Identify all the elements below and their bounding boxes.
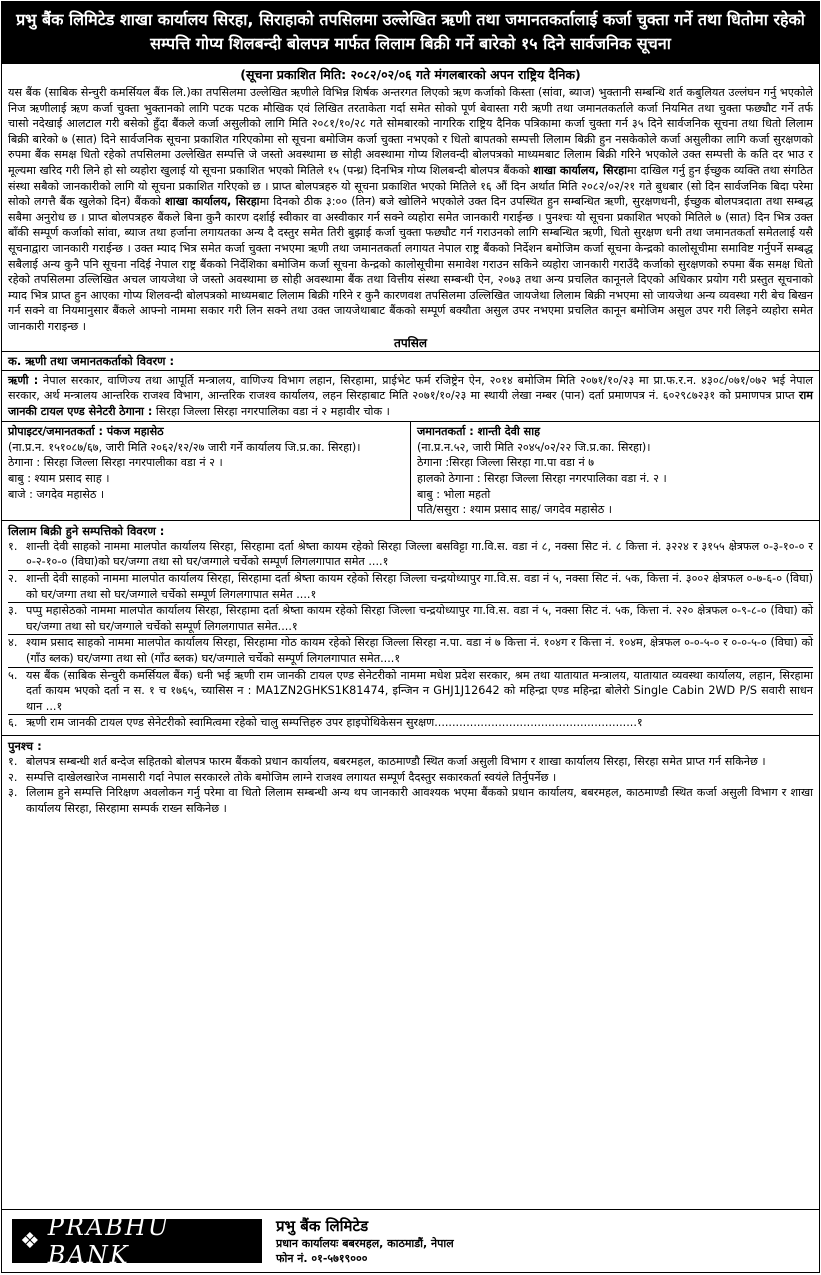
asset-number: २. bbox=[8, 572, 18, 586]
bank-emblem-icon: ❖ bbox=[20, 1228, 40, 1254]
guarantor-right-line: पति/ससुरा : श्याम प्रसाद साह/ जगदेव महासेठ । bbox=[417, 503, 613, 517]
asset-text: शान्ती देवी साहको नाममा मालपोत कार्यालय सिरहा, सिरहामा दर्ता श्रेष्ता कायम रहेको सिरहा जिल्ला बसविट्टा गा.वि.स. वडा नं ८, नक्सा सिट नं. ८ कित्ता नं. ३२२४ र ३१५५ क्षेत्रफल ०-३-१०-० र ०-२-१०-० (विघा)को घर/जग्गा तथा सो घर/जग्गाले चर्चेको सम्पूर्ण लिगलगापात समेत ....१ bbox=[26, 539, 813, 569]
asset-number: ४. bbox=[8, 636, 18, 650]
guarantor-left-line: (ना.प्र.न. १५१०८७/६७, जारी मिति २०६२/१२/२७ जारी गर्ने कार्यालय जि.प्र.का. सिरहा)। bbox=[8, 440, 361, 454]
guarantor-left-line: ठेगाना : सिरहा जिल्ला सिरहा नगरपालीका वडा नं २ । bbox=[8, 456, 223, 470]
notice-body bbox=[2, 85, 819, 335]
bank-logo-text: PRABHU BANK bbox=[47, 1213, 171, 1269]
body-text-2: मा दाखिल गर्नु हुन ईच्छुक व्यक्ति तथा संगठित संस्था सबैको जानकारीको लागि यो सूचना प्रकाशित गरिएको छ । प्राप्त बोलपत्रहरु यो सूचना प्रकाशित भएको मितिले १६ औं दिन अर्थात मिति २०८२/०२/२१ गते बुधबार (सो दिन सार्वजनिक बिदा परेमा सोको लगत्तै बैंक खुलेको दिन) बैंकको bbox=[8, 163, 814, 209]
guarantor-right-line: हालको ठेगाना : सिरहा जिल्ला सिरहा नगरपालिका वडा नं. २ । bbox=[417, 472, 667, 486]
bank-info bbox=[276, 1216, 454, 1266]
borrower-text: नेपाल सरकार, वाणिज्य तथा आपूर्ति मन्त्रालय, वाणिज्य विभाग लहान, सिरहामा, प्राईभेट फर्म रजिष्ट्रेन ऐन, २०१४ बमोजिम मिति २०७१/१०/२३ मा प्रा.फ.र.न. ४३०८/०७१/०७२ भई नेपाल सरकार, अर्थ मन्त्रालय आन्तरिक राजश्व विभाग, आन्तरिक राजश्व कार्यालय, लहन सिरहाबाट मिति २०७१/१०/२३ मा स्थायी लेखा नम्बर (पान) दर्ता प्रमाणपत्र नं. ६०२९८७२३१ को प्रमाणपत्र प्राप्त bbox=[8, 373, 813, 403]
asset-number: ६. bbox=[8, 716, 18, 730]
head-office: प्रधान कार्यालयः बबरमहल, काठमाडौं, नेपाल bbox=[276, 1237, 454, 1250]
phone-number: फोन नं. ०१-५७१९००० bbox=[276, 1252, 368, 1265]
guarantor-table bbox=[2, 421, 819, 521]
guarantor-left bbox=[2, 422, 410, 520]
borrower-firm: राम जानकी टायल एण्ड सेनेटरी bbox=[8, 389, 813, 418]
borrower-address: सिरहा जिल्ला सिरहा नगरपालिका वडा नं २ महावीर चोक । bbox=[155, 404, 390, 418]
postscript-item bbox=[8, 785, 813, 816]
asset-item bbox=[8, 571, 813, 603]
bank-name: प्रभु बैंक लिमिटेड bbox=[276, 1217, 369, 1235]
guarantor-left-line: बाबु : श्याम प्रसाद साह । bbox=[8, 472, 110, 486]
asset-number: ५. bbox=[8, 668, 18, 682]
asset-text: यस बैंक (साबिक सेन्चुरी कमर्सियल बैंक) धनी भई ऋणी राम जानकी टायल एण्ड सेनेटरीको नाममा मधेश प्रदेश सरकार, श्रम तथा यातायात मन्त्रालय, यातायात व्यवस्था कार्यालय, लहान, सिरहामा दर्ता कायम भएको दर्ता न स. १ च १७६५, च्यासिस न : MA1ZN2GHKS1K81474, इन्जिन न GHJ1J12642 को महिन्द्रा एण्ड महिन्द्रा बोलेरो Single Cabin 2WD P/S सवारी साधन थान ...१ bbox=[26, 668, 813, 713]
asset-text: शान्ती देवी साहको नाममा मालपोत कार्यालय सिरहा, सिरहामा दर्ता श्रेष्ता कायम रहेको सिरहा जिल्ला चन्द्रयोध्यापुर गा.वि.स. वडा नं ५, नक्सा सिट नं. ५क, कित्ता नं. ३००२ क्षेत्रफल ०-७-६-० (विघा) को घर/जग्गा तथा सो घर/जग्गाले चर्चेको सम्पूर्ण लिगलगापात समेत ....१ bbox=[26, 572, 813, 601]
body-text-1: यस बैंक (साबिक सेन्चुरी कमर्सियल बैंक लि.)का तपसिलमा उल्लेखित ऋणीले विभिन्न शिर्षक अन्तरगत लिएको ऋण कर्जाको किस्ता (सांवा, ब्याज) भुक्तानी सम्बन्धि शर्त कबुलियत उल्लंघन गर्नु भएकोले निज ऋणीलाई ऋण कर्जा चुक्ता भुक्तानको लागि पटक पटक मौखिक एवं लिखित तरताकेता गर्दा समेत सोको पूर्ण बेवास्ता गरी ऋणी तथा जमानतकर्ताले कर्जा नियमित तथा चुक्ता फछ्यौट गर्ने तर्फ चासो नदेखाई आलटाल गरी बसेको हुँदा बैंकले कर्जा असुलीको लागि मिति २०८१/१०/२८ गते सोमबारको नागरिक राष्ट्रिय दैनिक पत्रिकामा कर्जा चुक्ता गर्न ३५ दिने सार्वजनिक सूचना तथा धितो लिलाम बिक्री बारेको ७ (सात) दिने सार्वजनिक सूचना प्रकाशित गरिएकोमा सो सूचना बमोजिम कर्जा चुक्ता नभएको र धितो बापतको सम्पत्ती लिलाम बिक्री हुन नसकेकोले कर्जा असुलीका लागि कर्जा सुरक्षणको रुपमा बैंक समक्ष धितो रहेको तपसिलमा उल्लेखित सम्पत्ति जे जस्तो अवस्थामा छ सोही अवस्थामा गोप्य शिलवन्दी बोलपत्रको माध्यमबाट लिलाम बिक्री गरिने भएकोले उक्त सम्पत्ती के कति दर भाउ र मूल्यमा खरिद गरी लिने हो सो व्यहोरा खुलाई यो सूचना प्रकाशित भएको मितिले १५ (पन्ध्र) दिनभित्र गोप्य शिलबन्दी बोलपत्र बैंकको bbox=[8, 86, 813, 177]
notice-title: प्रभु बैंक लिमिटेड शाखा कार्यालय सिरहा, सिराहाको तपसिलमा उल्लेखित ऋणी तथा जमानतकर्तालाई कर्जा चुक्ता गर्ने तथा धितोमा रहेको सम्पत्ति गोप्य शिलबन्दी बोलपत्र मार्फत लिलाम बिक्री गर्ने बारेको १५ दिने सार्वजनिक सूचना bbox=[2, 2, 819, 64]
guarantor-left-title: प्रोपाइटर/जमानतकर्ता : पंकज महासेठ bbox=[8, 425, 164, 439]
assets-title: लिलाम बिक्री हुने सम्पत्तिको विवरण : bbox=[8, 523, 165, 538]
postscript-text: सम्पत्ति दाखेलखारेज नामसारी गर्दा नेपाल सरकारले तोके बमोजिम लाग्ने राजश्व लगायत सम्पूर्ण दैदस्तुर सकारकर्ता स्वयंले तिर्नुपर्नेछ । bbox=[26, 770, 557, 784]
borrower-address-label: ठेगाना : bbox=[119, 404, 153, 418]
guarantor-right-line: (ना.प्र.न.५२, जारी मिति २०४५/०२/२२ जि.प्र.का. सिरहा)। bbox=[417, 440, 651, 454]
asset-number: १. bbox=[8, 539, 18, 553]
postscript-section bbox=[2, 736, 819, 818]
branch-name-2: शाखा कार्यालय, सिरहा bbox=[165, 195, 260, 209]
postscript-number: २. bbox=[8, 770, 18, 784]
guarantor-right bbox=[410, 422, 819, 520]
postscript-number: १. bbox=[8, 754, 18, 768]
footer bbox=[2, 1209, 819, 1272]
asset-number: ३. bbox=[8, 604, 18, 618]
section-ka-title: क. ऋणी तथा जमानतकर्ताको विवरण : bbox=[2, 351, 819, 371]
borrower-details bbox=[2, 371, 819, 422]
postscript-item bbox=[8, 770, 813, 786]
asset-text: श्याम प्रसाद साहको नाममा मालपोत कार्यालय सिरहा, सिरहामा गोठ कायम रहेको सिरहा जिल्ला सिरहा न.पा. वडा नं ७ कित्ता नं. १०४ग र कित्ता नं. १०४म, क्षेत्रफल ०-०-५-० र ०-०-५-० (विघा) को (गाँउ ब्लक) घर/जग्गा तथा सो (गाँउ ब्लक) घर/जग्गाले चर्चेको सम्पूर्ण लिगलगापात समेत....१ bbox=[26, 636, 813, 665]
asset-item bbox=[8, 715, 813, 731]
notice-page bbox=[1, 1, 820, 1273]
guarantor-right-title: जमानतकर्ता : शान्ती देवी साह bbox=[417, 425, 541, 439]
postscript-item bbox=[8, 754, 813, 770]
bank-logo bbox=[12, 1213, 262, 1269]
borrower-label: ऋणी : bbox=[8, 373, 39, 387]
branch-name-1: शाखा कार्यालय, सिरहा bbox=[533, 163, 627, 177]
guarantor-right-line: बाबु : भोला महतो bbox=[417, 487, 491, 501]
asset-item bbox=[8, 668, 813, 716]
asset-item bbox=[8, 603, 813, 635]
assets-section bbox=[2, 521, 819, 736]
body-text-3: मा दिनको ठीक ३:०० (तिन) बजे खोलिने भएकोले उक्त दिन उपस्थित हुन सम्बन्धित ऋणी, सुरक्षणधनी, ईच्छुक बोलपत्रदाता तथा सम्बद्ध सबैमा अनुरोध छ । प्राप्त बोलपत्रहरु बैंकले बिना कुनै कारण दर्शाई स्वीकार वा अस्वीकार गर्न सक्ने व्यहोरा समेत जानकारी गराईन्छ । पुनश्चः यो सूचना प्रकाशित भएको मितिले ७ (सात) दिन भित्र उक्त बाँकी सम्पूर्ण कर्जाको सांवा, ब्याज तथा हर्जाना लगायतका अन्य दै दस्तुर समेत तिरी बुझाई कर्जा चुक्ता फछ्यौट गर्न गराउनको लागि सम्बन्धित ऋणी, धितो सुरक्षण धनी तथा जमानतकर्ता समेतलाई यसै सूचनाद्वारा जानकारी गराईन्छ । उक्त म्याद भित्र समेत कर्जा चुक्ता नभएमा ऋणी तथा जमानतकर्ता लगायत नेपाल राष्ट्र बैंकको निर्देशन बमोजिम कर्जा सूचना केन्द्रको कालोसूचीमा समाविष्ट गर्नुपर्ने सम्बद्ध सबैलाई अन्य कुनै पनि सूचना नदिई नेपाल राष्ट्र बैंकको निर्देशिका बमोजिम कर्जा सूचना केन्द्रको कालोसूचीमा समावेश गराउन सकिने व्यहोरा जानकारी गराउँदै कर्जाको सुरक्षणको रुपमा बैंक समक्ष धितो रहेको तपसिलमा उल्लिखित अचल जायजेथा जे जस्तो अवस्थामा छ सोही अवस्थामा बैंक तथा वित्तीय संस्था सम्बन्धी ऐन, २०७३ तथा अन्य प्रचलित कानूनले दिएको अधिकार प्रयोग गरी प्रस्तुत सूचनाको म्याद भित्र प्राप्त हुन आएका गोप्य शिलवन्दी बोलपत्रको माध्यमबाट लिलाम बिक्री गरिने र कुनै कारणवश तपसिलमा उल्लिखित जायजेथा लिलाम बिक्री नभएमा सो जायजेथा अन्य व्यवस्था गरी बेच बिखन गर्न सक्ने वा नियमानुसार बैंकले आफ्नो नाममा सकार गरी लिन सक्ने तथा उक्त जायजेथाबाट बैंकको सम्पूर्ण बक्यौता असुल उपर नभएमा प्रचलित कानून बमोजिम असुल उपर गरी लिइने व्यहोरा समेत जानकारी गराइन्छ । bbox=[8, 195, 814, 333]
schedule-heading: तपसिल bbox=[393, 335, 427, 350]
asset-item bbox=[8, 539, 813, 571]
postscript-text: लिलाम हुने सम्पत्ति निरिक्षण अवलोकन गर्नु परेमा वा धितो लिलाम सम्बन्धी अन्य थप जानकारी आवश्यक भएमा बैंकको प्रधान कार्यालय, बबरमहल, काठमाण्डौ स्थित कर्जा असुली विभाग र शाखा कार्यालय सिरहा, सिरहामा सम्पर्क राख्न सकिनेछ । bbox=[26, 786, 813, 815]
postscript-title: पुनश्च : bbox=[8, 738, 42, 753]
asset-item bbox=[8, 635, 813, 667]
publication-date: (सूचना प्रकाशित मिति: २०८२/०२/०६ गते मंगलबारको अपन राष्ट्रिय दैनिक) bbox=[240, 67, 581, 82]
guarantor-right-line: ठेगाना :सिरहा जिल्ला सिरहा गा.पा वडा नं ७ bbox=[417, 456, 595, 470]
postscript-text: बोलपत्र सम्बन्धी शर्त बन्देज सहितको बोलपत्र फारम बैंकको प्रधान कार्यालय, बबरमहल, काठमाण्डौ स्थित कर्जा असुली विभाग र शाखा कार्यालय सिरहा, सिरहा समेत प्राप्त गर्न सकिनेछ । bbox=[26, 754, 766, 768]
postscript-number: ३. bbox=[8, 786, 18, 800]
guarantor-left-line: बाजे : जगदेव महासेठ । bbox=[8, 487, 105, 501]
asset-text: पप्पु महासेठको नाममा मालपोत कार्यालय सिरहा, सिरहामा दर्ता श्रेष्ता कायम रहेको सिरहा जिल्ला चन्द्रयोध्यापुर गा.वि.स. वडा नं ५, नक्सा सिट नं. ५क, कित्ता नं. २२० क्षेत्रफल ०-९-८-० (विघा) को घर/जग्गा तथा सो घर/जग्गाले चर्चेको सम्पूर्ण लिगलगापात समेत....१ bbox=[26, 604, 813, 633]
asset-text: ऋणी राम जानकी टायल एण्ड सेनेटरीको स्वामित्वमा रहेको चालु सम्पत्तिहरु उपर हाइपोथिकेसन सुरक्षण.........................................................१ bbox=[26, 716, 643, 730]
